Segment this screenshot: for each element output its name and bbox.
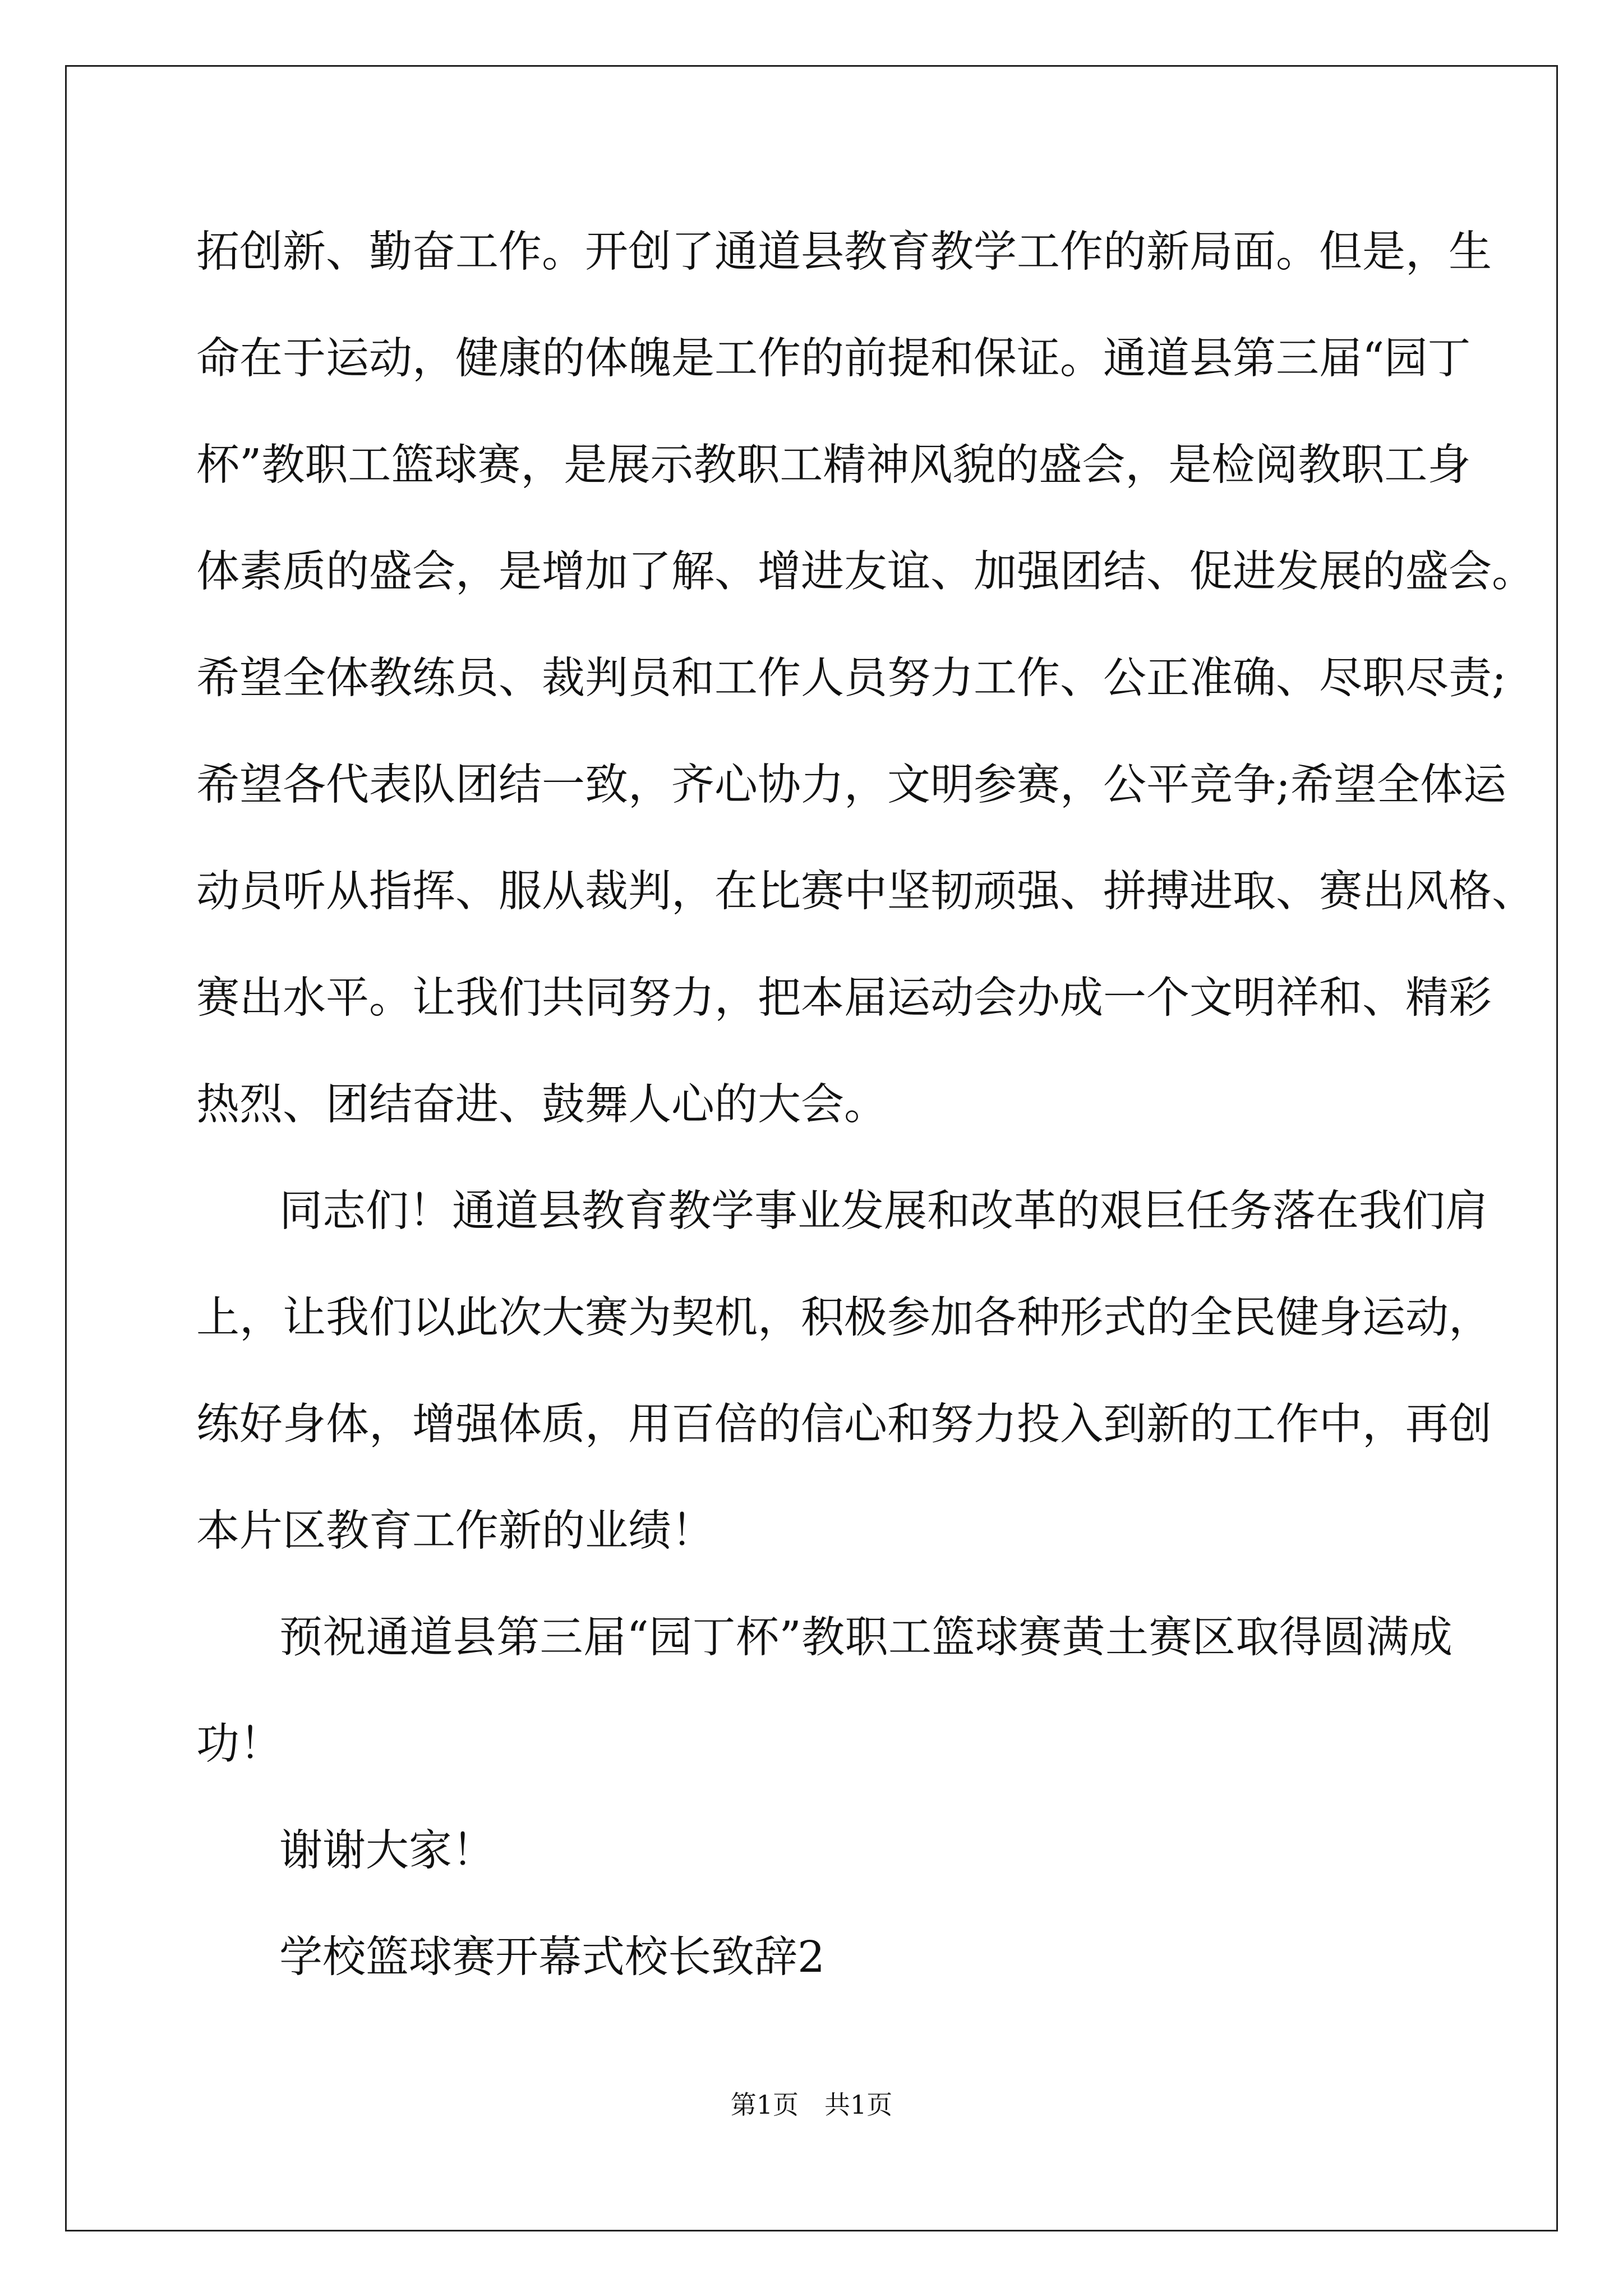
body-text-line: 赛出水平。让我们共同努力，把本届运动会办成一个文明祥和、精彩 [196,973,1492,1023]
section-heading: 学校篮球赛开幕式校长致辞2 [279,1932,825,1982]
body-text-line: 杯”教职工篮球赛，是展示教职工精神风貌的盛会，是检阅教职工身 [196,440,1471,490]
body-text-line: 本片区教育工作新的业绩！ [196,1506,714,1556]
page-frame [65,65,1558,2231]
paragraph-first-line: 同志们！通道县教育教学事业发展和改革的艰巨任务落在我们肩 [279,1186,1488,1236]
body-text-line: 希望各代表队团结一致，齐心协力，文明参赛，公平竞争;希望全体运 [196,760,1506,810]
body-text-line: 功！ [196,1719,283,1769]
body-text-line: 练好身体，增强体质，用百倍的信心和努力投入到新的工作中，再创 [196,1400,1492,1450]
body-text-line: 动员听从指挥、服从裁判，在比赛中坚韧顽强、拼搏进取、赛出风格、 [196,867,1535,917]
body-text-line: 热烈、团结奋进、鼓舞人心的大会。 [196,1080,887,1130]
body-text-line: 上，让我们以此次大赛为契机，积极参加各种形式的全民健身运动， [196,1293,1492,1343]
body-text-line: 希望全体教练员、裁判员和工作人员努力工作、公正准确、尽职尽责; [196,654,1506,703]
closing-line: 谢谢大家！ [279,1826,495,1876]
page-number-footer: 第1页 共1页 [730,2090,893,2120]
body-text-line: 体素质的盛会，是增加了解、增进友谊、加强团结、促进发展的盛会。 [196,547,1535,597]
paragraph-first-line: 预祝通道县第三届“园丁杯”教职工篮球赛黄土赛区取得圆满成 [279,1613,1453,1663]
body-text-line: 命在于运动，健康的体魄是工作的前提和保证。通道县第三届“园丁 [196,334,1471,384]
body-text-line: 拓创新、勤奋工作。开创了通道县教育教学工作的新局面。但是，生 [196,227,1492,277]
